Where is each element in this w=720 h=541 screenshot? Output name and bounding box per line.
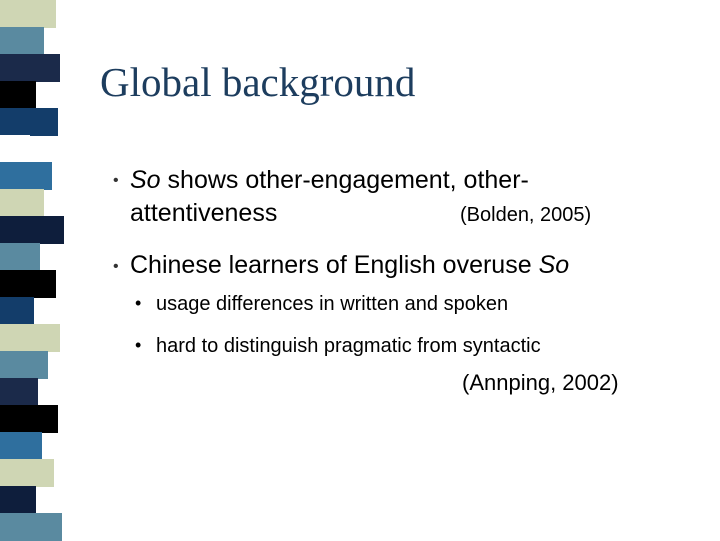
bullet-dot: • [113, 258, 119, 275]
sub-bullet-2: hard to distinguish pragmatic from syntactic [156, 335, 541, 357]
bullet-1-line1 [130, 166, 529, 195]
bullet-1-citation: (Bolden, 2005) [460, 204, 592, 226]
bullet-2-text: Chinese learners of English overuse [130, 251, 539, 279]
bullet-1-italic-lead: So [130, 166, 161, 194]
sub-bullet-dot: • [135, 293, 142, 313]
bullet-2-italic-tail: So [538, 251, 570, 279]
bullet-dot: • [113, 172, 119, 189]
bullet-2 [130, 251, 569, 280]
slide-title: Global background [100, 59, 416, 105]
citation-2: (Annping, 2002) [462, 370, 619, 395]
sub-bullet-1: usage differences in written and spoken [156, 293, 509, 315]
bullet-1-line2: attentiveness [130, 199, 278, 227]
sub-bullet-dot: • [135, 335, 142, 355]
bullet-1-rest: shows other-engagement, other- [160, 166, 529, 194]
